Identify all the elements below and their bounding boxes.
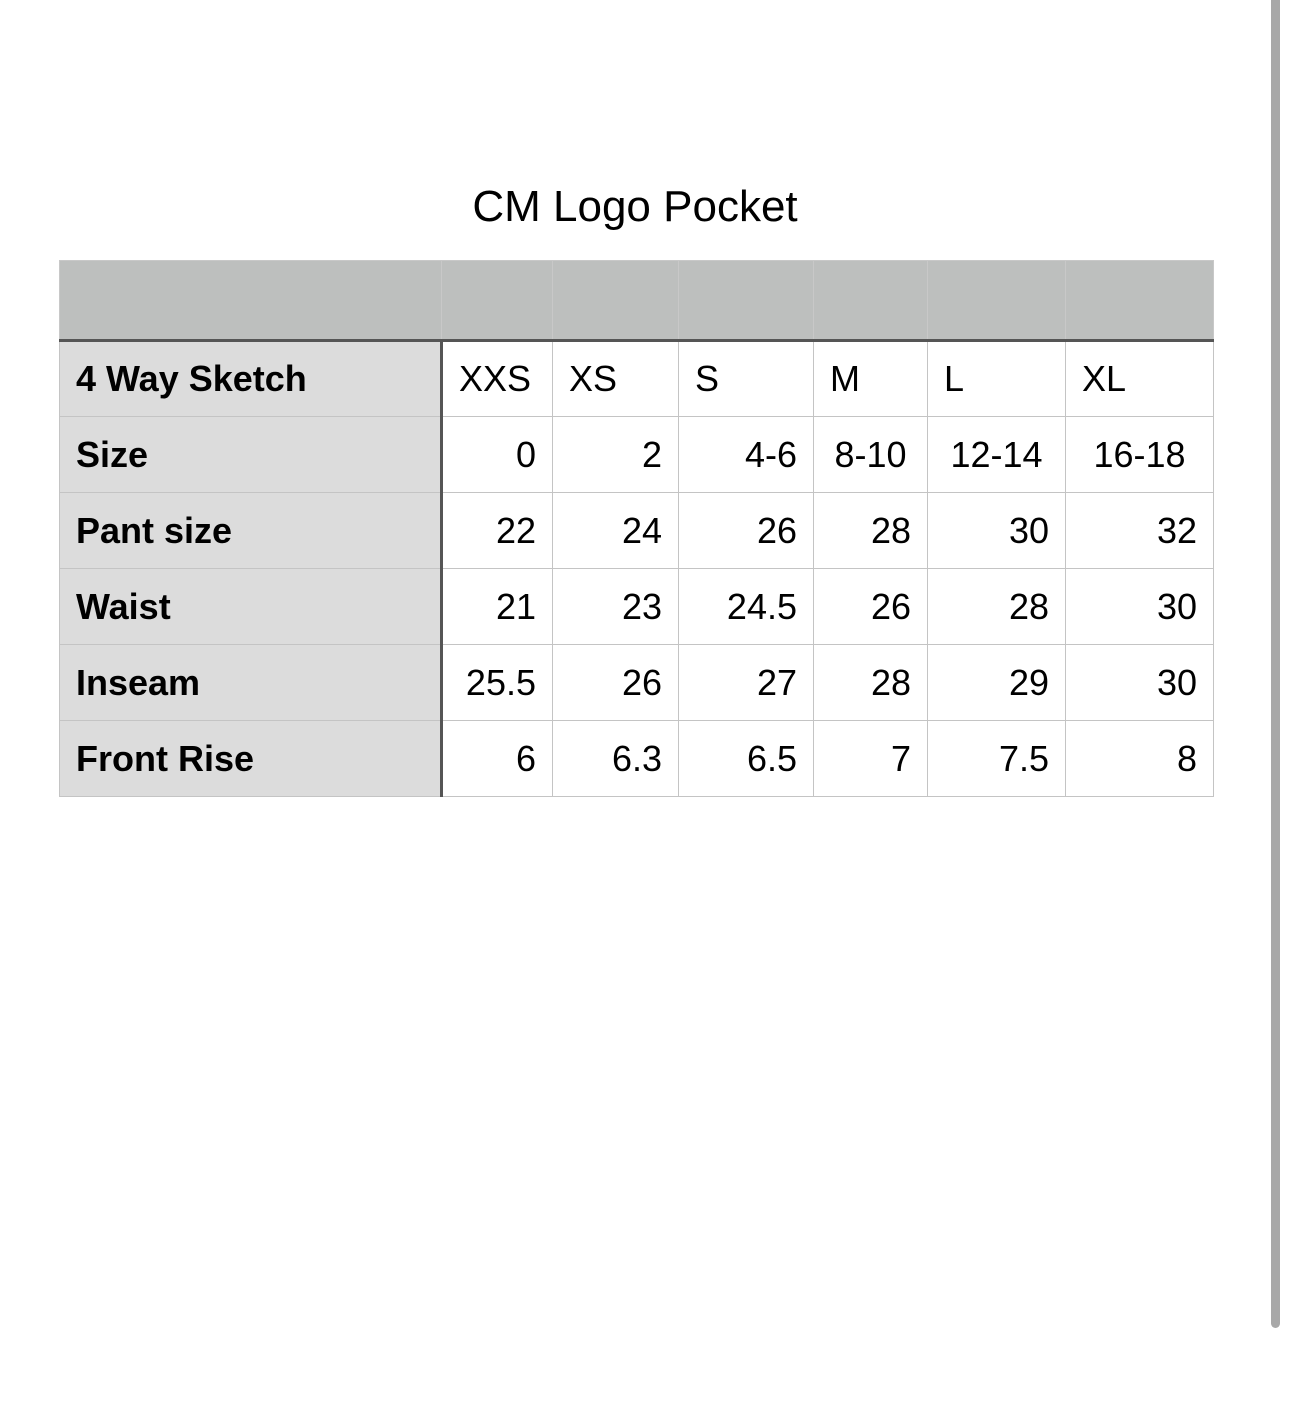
table-row-pant-size (60, 493, 1214, 569)
table-row-sizes (60, 341, 1214, 417)
header-cell-empty (60, 261, 442, 341)
header-cell-empty (442, 261, 553, 341)
table-cell: 32 (1066, 493, 1214, 569)
table-cell: 16-18 (1066, 417, 1214, 493)
table-cell: 7.5 (928, 721, 1066, 797)
table-cell: 6.3 (553, 721, 679, 797)
table-cell: 24 (553, 493, 679, 569)
row-label-front-rise: Front Rise (60, 721, 442, 797)
table-cell: 29 (928, 645, 1066, 721)
header-cell-empty (1066, 261, 1214, 341)
table-cell: 0 (442, 417, 553, 493)
header-cell-empty (814, 261, 928, 341)
table-cell: 30 (928, 493, 1066, 569)
table-cell: 4-6 (679, 417, 814, 493)
table-cell: 25.5 (442, 645, 553, 721)
row-label-inseam: Inseam (60, 645, 442, 721)
row-label-pant-size: Pant size (60, 493, 442, 569)
header-cell-empty (553, 261, 679, 341)
table-row-waist (60, 569, 1214, 645)
table-row-size (60, 417, 1214, 493)
table-header-band (60, 261, 1214, 341)
table-cell: 8-10 (814, 417, 928, 493)
table-cell: 12-14 (928, 417, 1066, 493)
header-cell-empty (679, 261, 814, 341)
size-label-xxs: XXS (442, 341, 553, 417)
table-cell: 27 (679, 645, 814, 721)
table-cell: 22 (442, 493, 553, 569)
table-cell: 26 (553, 645, 679, 721)
row-label-size: Size (60, 417, 442, 493)
table-cell: 2 (553, 417, 679, 493)
table-row-inseam (60, 645, 1214, 721)
table-cell: 7 (814, 721, 928, 797)
document-title: CM Logo Pocket (472, 182, 798, 231)
table-cell: 28 (814, 493, 928, 569)
size-label-s: S (679, 341, 814, 417)
table-cell: 30 (1066, 645, 1214, 721)
size-label-l: L (928, 341, 1066, 417)
table-cell: 6 (442, 721, 553, 797)
table-cell: 6.5 (679, 721, 814, 797)
size-label-xl: XL (1066, 341, 1214, 417)
table-cell: 28 (928, 569, 1066, 645)
row-label-4-way-sketch: 4 Way Sketch (60, 341, 442, 417)
table-cell: 30 (1066, 569, 1214, 645)
table-cell: 8 (1066, 721, 1214, 797)
table-cell: 26 (814, 569, 928, 645)
table-cell: 23 (553, 569, 679, 645)
table-cell: 26 (679, 493, 814, 569)
size-label-m: M (814, 341, 928, 417)
table-cell: 21 (442, 569, 553, 645)
row-label-waist: Waist (60, 569, 442, 645)
vertical-scrollbar[interactable] (1271, 0, 1280, 1328)
header-cell-empty (928, 261, 1066, 341)
table-cell: 28 (814, 645, 928, 721)
table-row-front-rise (60, 721, 1214, 797)
size-chart-table (59, 260, 1214, 797)
size-label-xs: XS (553, 341, 679, 417)
table-cell: 24.5 (679, 569, 814, 645)
